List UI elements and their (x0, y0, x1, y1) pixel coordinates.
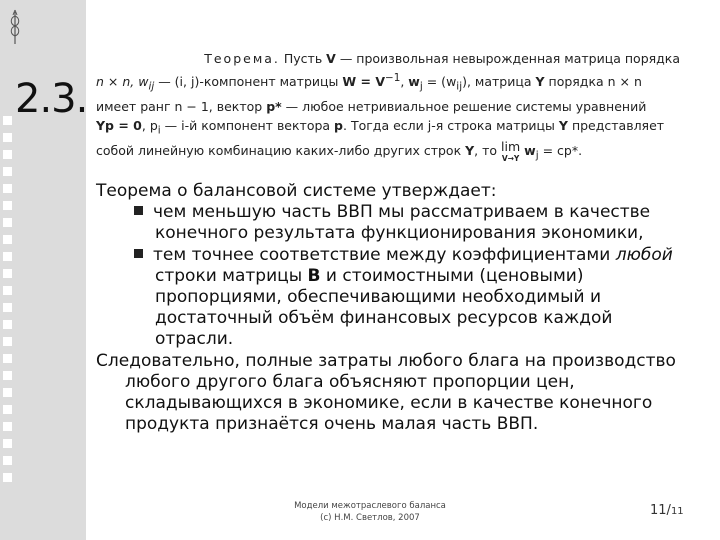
decorative-square (3, 235, 12, 244)
decorative-square (3, 201, 12, 210)
bullet-1-cont: конечного результата функционирования экономики, (155, 223, 644, 244)
decorative-square (3, 439, 12, 448)
theorem-line-2: n × n, $w_{ij}$ — (i, j)-компонент матрицы $W = V^{-1}$, $w_j = (w_{ij})$, матрица Y порядка n × n (96, 71, 642, 93)
decorative-square (3, 286, 12, 295)
theorem-line-4: Yp = 0, $p_i$ — i-й компонент вектора p. Тогда если j-я строка матрицы Y представляет (96, 118, 665, 137)
section-number: 2.3. (15, 76, 88, 122)
decorative-square (3, 337, 12, 346)
decorative-square (3, 303, 12, 312)
conclusion-cont: складывающихся в экономике, если в качестве конечного (125, 393, 653, 414)
page-number: 11/11 (650, 503, 684, 518)
decorative-square (3, 218, 12, 227)
bullet-icon (134, 249, 143, 258)
decorative-square (3, 167, 12, 176)
footer-text: Модели межотраслевого баланса (c) Н.М. Светлов, 2007 (294, 501, 446, 523)
theorem-line-5: собой линейную комбинацию каких-либо других строк Y, то lim V→Y $w_j = cp*$. (96, 141, 583, 164)
decorative-square (3, 184, 12, 193)
decorative-square (3, 405, 12, 414)
decorative-square (3, 473, 12, 482)
decorative-square (3, 320, 12, 329)
decorative-squares (3, 116, 13, 490)
wheat-logo-icon (5, 6, 25, 46)
limit-expression: lim V→Y (501, 141, 521, 164)
conclusion-text: Следовательно, полные затраты любого блага на производство (96, 350, 676, 371)
theorem-line-3: имеет ранг n − 1, вектор p* — любое нетривиальное решение системы уравнений (96, 98, 647, 114)
bullet-icon (134, 206, 143, 215)
intro-text: Теорема о балансовой системе утверждает: (96, 181, 497, 201)
bullet-2: тем точнее соответствие между коэффициентами любой (96, 245, 696, 266)
decorative-square (3, 456, 12, 465)
conclusion-cont: продукта признаётся очень малая часть ВВП. (125, 414, 539, 435)
bullet-2-cont: пропорциями, обеспечивающими необходимый и (155, 287, 602, 308)
decorative-square (3, 371, 12, 380)
main-text (96, 181, 696, 435)
decorative-square (3, 388, 12, 397)
decorative-square (3, 422, 12, 431)
theorem-image-text (96, 49, 680, 166)
decorative-square (3, 269, 12, 278)
decorative-square (3, 354, 12, 363)
bullet-2-cont: достаточный объём финансовых ресурсов каждой (155, 308, 613, 329)
bullet-2-cont: строки матрицы B и стоимостными (ценовыми) (155, 265, 584, 286)
decorative-square (3, 116, 12, 125)
bullet-1: чем меньшую часть ВВП мы рассматриваем в качестве (96, 202, 696, 223)
bullet-2-cont: отрасли. (155, 329, 234, 350)
theorem-line-1: Теорема. Пусть V — произвольная невырожденная матрица порядка (204, 51, 680, 66)
decorative-square (3, 133, 12, 142)
conclusion-cont: любого другого блага объясняют пропорции цен, (125, 371, 575, 392)
decorative-square (3, 150, 12, 159)
decorative-square (3, 252, 12, 261)
